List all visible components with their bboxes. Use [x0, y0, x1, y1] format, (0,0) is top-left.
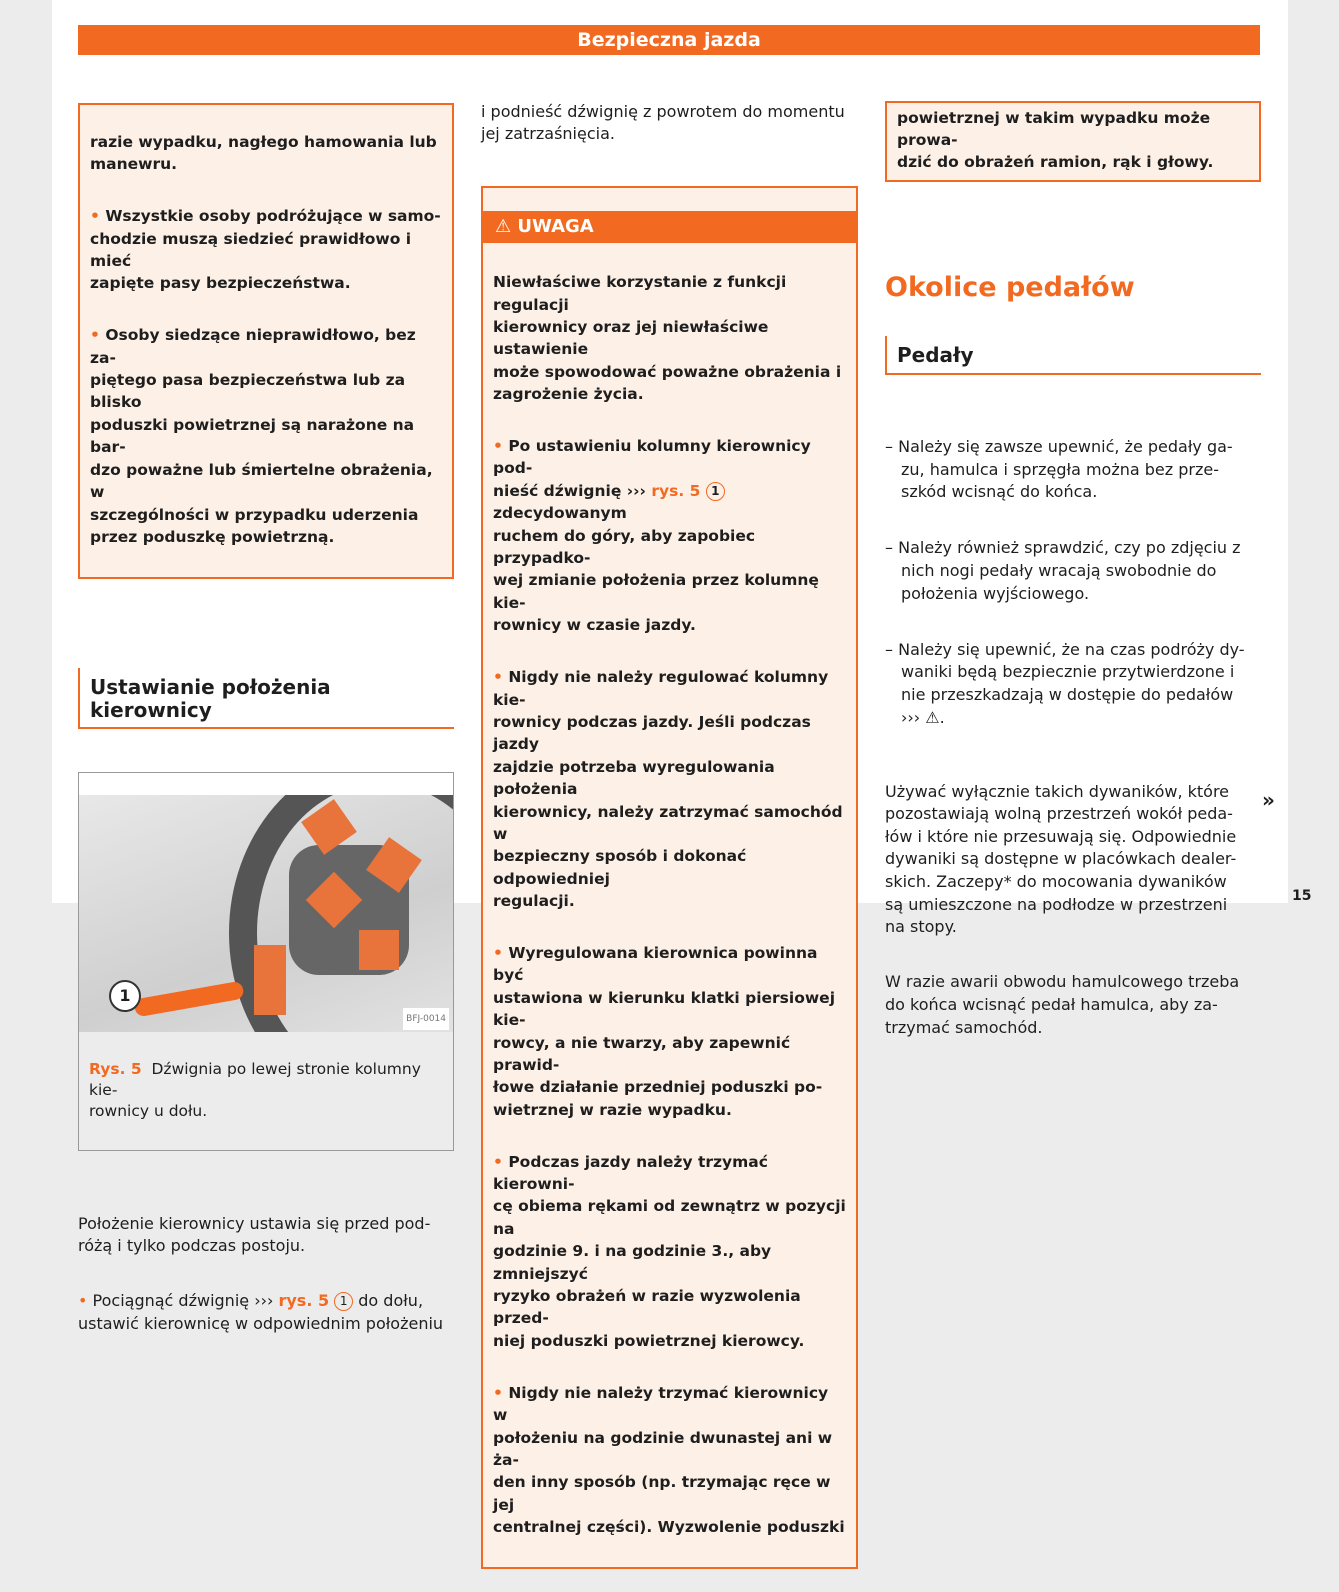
warning-box-continued [78, 103, 454, 579]
warning-icon: ⚠ [495, 215, 518, 237]
marker-1-icon: 1 [334, 1292, 353, 1311]
warning-bullet: • Wyregulowana kierownica powinna być ustawiona w kierunku klatki piersiowej kie- rowcy, a nie twarzy, aby zapewnić prawid- łowe działanie przedniej poduszki po- wietrznej w razie wypadku. [493, 943, 836, 1119]
figure-code: BFJ-0014 [403, 1008, 449, 1031]
bullet-text: Wszystkie osoby podróżujące w samo- chodzie muszą siedzieć prawidłowo i mieć zapięte pasy bezpieczeństwa. [90, 207, 441, 293]
paragraph: i podnieść dźwignię z powrotem do momentu jej zatrzaśnięcia. [481, 101, 845, 144]
warning-bullet: • Wszystkie osoby podróżujące w samo- chodzie muszą siedzieć prawidłowo i mieć zapięte pasy bezpieczeństwa. [90, 207, 441, 293]
figure-link[interactable]: rys. 5 [278, 1291, 330, 1311]
chapter-title: Okolice pedałów [885, 272, 1135, 303]
paragraph: W razie awarii obwodu hamulcowego trzeba do końca wcisnąć pedał hamulca, aby za- trzymać samochód. [885, 972, 1240, 1037]
steering-wheel-illustration [79, 795, 453, 1032]
warning-bullet: • Po ustawieniu kolumny kierownicy pod- nieść dźwignię ››› rys. 5 1 zdecydowanym ruchem do góry, aby zapobiec przypadko- wej zmianie położenia przez kolumnę kie- rownicy w czasie jazdy. [493, 437, 819, 635]
bullet-text: Osoby siedzące nieprawidłowo, bez za- piętego pasa bezpieczeństwa lub za blisko poduszki powietrznej są narażone na bar- dzo poważne lub śmiertelne obrażenia, w szczególności w przypadku uderzenia przez poduszkę powietrzną. [90, 326, 433, 546]
instruction-bullet: • Pociągnąć dźwignię ››› rys. 5 1 do dołu, ustawić kierownicę w odpowiednim położeniu [78, 1291, 444, 1334]
warning-box [481, 186, 858, 1569]
lever [133, 981, 244, 1018]
figure-marker: 1 [109, 980, 141, 1012]
column-1 [78, 80, 454, 1391]
warning-title: UWAGA [517, 215, 594, 237]
paragraph: Położenie kierownicy ustawia się przed pod- różą i tylko podczas postoju. [78, 1213, 431, 1256]
arrow-icon [254, 945, 286, 1015]
dash-item: – Należy się zawsze upewnić, że pedały ga- zu, hamulca i sprzęgła można bez prze- szkód wcisnąć do końca. [885, 436, 1233, 502]
section-header: Bezpieczna jazda [78, 25, 1260, 55]
arrow-icon [359, 930, 399, 970]
page-number: 15 [1292, 888, 1312, 904]
warning-header [483, 211, 856, 243]
section-heading: Ustawianie położenia kierownicy [78, 668, 454, 729]
figure-ref: Rys. 5 [89, 1059, 142, 1078]
caption-text: Dźwignia po lewej stronie kolumny kie- rownicy u dołu. [89, 1059, 421, 1120]
warning-text: razie wypadku, nagłego hamowania lub manewru. [90, 133, 437, 174]
warning-bullet: • Osoby siedzące nieprawidłowo, bez za- piętego pasa bezpieczeństwa lub za blisko poduszki powietrznej są narażone na bar- dzo poważne lub śmiertelne obrażenia, w szczególności w przypadku uderzenia przez poduszkę powietrzną. [90, 326, 433, 546]
warning-bullet: • Podczas jazdy należy trzymać kierowni- cę obiema rękami od zewnątrz w pozycji na godzinie 9. i na godzinie 3., aby zmniejszyć ryzyko obrażeń w razie wyzwolenia przed- niej poduszki powietrznej kierowcy. [493, 1152, 846, 1350]
figure-link[interactable]: rys. 5 [651, 481, 701, 500]
warning-bullet: • Nigdy nie należy regulować kolumny kie- rownicy podczas jazdy. Jeśli podczas jazdy zajdzie potrzeba wyregulowania położenia kierownicy, należy zatrzymać samochód w bezpieczny sposób i dokonać odpowiedniej regulacji. [493, 668, 843, 911]
figure [78, 772, 454, 1152]
section-heading: Pedały [885, 336, 1261, 375]
marker-1-icon: 1 [706, 482, 725, 501]
warning-bullet: • Nigdy nie należy trzymać kierownicy w położeniu na godzinie dwunastej ani w ża- den inny sposób (np. trzymając ręce w jej centralnej części). Wyzwolenie poduszki [493, 1383, 845, 1537]
warning-box-continued: powietrznej w takim wypadku może prowa- dzić do obrażeń ramion, rąk i głowy. [885, 101, 1261, 182]
figure-caption [79, 1055, 453, 1128]
warning-text: Niewłaściwe korzystanie z funkcji regulacji kierownicy oraz jej niewłaściwe ustawienie może spowodować poważne obrażenia i zagrożenie życia. [493, 273, 842, 404]
dash-item: – Należy również sprawdzić, czy po zdjęciu z nich nogi pedały wracają swobodnie do położenia wyjściowego. [885, 538, 1241, 603]
column-2 [481, 78, 858, 1592]
column-3 [885, 78, 1261, 1084]
paragraph: Używać wyłącznie takich dywaników, które pozostawiają wolną przestrzeń wokół peda- łów i które nie przesuwają się. Odpowiednie dywaniki są dostępne w placówkach dealer- skich. Zaczepy* do mocowania dywaników są umieszczone na podłodze w przestrzeni na stopy. [885, 781, 1237, 937]
continue-marker: » [1262, 788, 1275, 812]
dash-item: – Należy się upewnić, że na czas podróży dy- waniki będą bezpiecznie przytwierdzone i nie przeszkadzają w dostępie do pedałów ››› ⚠. [885, 639, 1245, 727]
